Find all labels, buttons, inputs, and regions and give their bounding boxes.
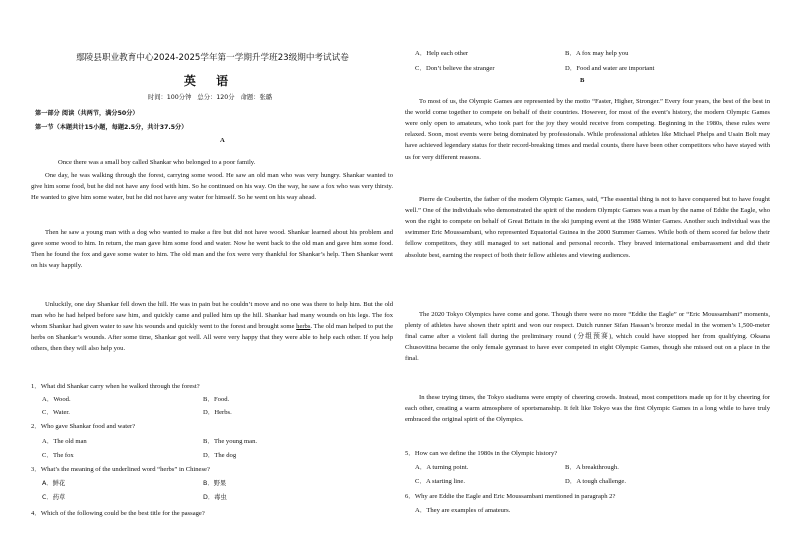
passage-b-paragraph: To most of us, the Olympic Games are represented by the motto “Faster, Higher, Stronger.” Every four years, the best of the best in the world come together to compete on behalf of their countries. However, for most of the event’s history, the modern Olympic Games were only open to amateurs, who took part for the joy they would receive from competing. Beginning in the 1980s, these rules were relaxed. Soon, most events were being dominated by professionals. While professional athletes like Michael Phelps and Usain Bolt may have achieved legendary status for their record-breaking times and medal counts, there have been other competitors who have stayed with us for very different reasons. (405, 97, 770, 161)
option-1d[interactable]: D．Herbs. (203, 409, 232, 416)
subject-title: 英 语 (183, 74, 237, 88)
question-2: 2．Who gave Shankar food and water? (31, 423, 136, 430)
question-3: 3．What’s the meaning of the underlined word “herbs” in Chinese? (31, 466, 210, 473)
passage-a-paragraph: Once there was a small boy called Shankar who belonged to a poor family. (58, 158, 256, 166)
section1-heading: 第一节（本题共计15小题，每题2.5分，共计37.5分） (35, 124, 188, 131)
option-4a[interactable]: A．Help each other (415, 50, 469, 57)
option-5a[interactable]: A．A turning point. (415, 464, 469, 471)
question-1: 1．What did Shankar carry when he walked through the forest? (31, 383, 200, 390)
exam-meta: 时间：100分钟 总分：120分 命题：张璐 (147, 94, 273, 101)
passage-b-mark: B (580, 77, 585, 84)
option-2b[interactable]: B．The young man. (203, 438, 258, 445)
option-1b[interactable]: B．Food. (203, 396, 230, 403)
option-4c[interactable]: C．Don’t believe the stranger (415, 65, 495, 72)
question-5: 5．How can we define the 1980s in the Olympic history? (405, 450, 558, 457)
option-3d[interactable]: D．毒虫 (203, 494, 227, 501)
part1-heading: 第一部分 阅读（共两节，满分50分） (35, 110, 139, 117)
option-4b[interactable]: B．A fox may help you (565, 50, 629, 57)
option-1c[interactable]: C．Water. (42, 409, 70, 416)
option-2d[interactable]: D．The dog (203, 452, 237, 459)
option-5c[interactable]: C．A starting line. (415, 478, 466, 485)
passage-b-paragraph: In these trying times, the Tokyo stadiums were empty of cheering crowds. Instead, most competitors made up for it by cheering for each other, creating a warm atmosphere of sportsmanship. It felt like Tokyo was the first Olympic Games in a long while to have truly embraced the original spirit of the Olympics. (405, 393, 770, 423)
passage-b-paragraph: The 2020 Tokyo Olympics have come and gone. Though there were no more “Eddie the Eagle” or “Eric Moussambani” moments, plenty of athletes have shown their spirit and won our respect. Dutch runner Sifan Hassan’s bronze medal in the women’s 1,500-meter final came after a violent fall during the preliminary round (分组预赛), which could have stopped her from qualifying. Oksana Chusovitina became the only female gymnast to have ever competed in eight Olympic Games, though she missed out on a place in the final. (405, 310, 770, 363)
option-5b[interactable]: B．A breakthrough. (565, 464, 619, 471)
option-3c[interactable]: C．药草 (42, 494, 66, 501)
passage-a-paragraph: Unluckily, one day Shankar fell down the hill. He was in pain but he couldn’t move and no one was there to help him. But the old man who he had helped before saw him, and quickly came and pulled him up the hill. Shankar had many wounds on his legs. The fox whom Shankar had given water to saw his wounds and quickly went to the forest and brought some herbs. The old man helped to put the herbs on Shankar’s wounds. After some time, Shankar got well. All were very happy that they were able to help each other. If you help others, then they will also help you. (31, 300, 393, 353)
option-5d[interactable]: D．A tough challenge. (565, 478, 626, 485)
option-2a[interactable]: A．The old man (42, 438, 87, 445)
option-3b[interactable]: B．野果 (203, 480, 227, 487)
underlined-word-herbs: herbs (296, 323, 311, 330)
option-2c[interactable]: C．The fox (42, 452, 74, 459)
passage-a-paragraph: Then he saw a young man with a dog who wanted to make a fire but did not have wood. Shankar learned about his problem and gave some wood to him. In return, the man gave him some food and water. Now he went back to the old man and gave him some food. Then he found the fox and gave some water to him. The old man and the fox were very thankful for Shankar’s help. Then Shankar went on his way happily. (31, 228, 393, 270)
passage-a-mark: A (220, 137, 225, 144)
passage-a-paragraph: One day, he was walking through the forest, carrying some wood. He saw an old man who was very hungry. Shankar wanted to give him some food, but he did not have any food with him. So he continued on his way. On the way, he saw a fox who was very thirsty. He wanted to give him some water, but he did not have any water for himself. So he went on his way ahead. (31, 171, 393, 201)
option-3a[interactable]: A．鲜花 (42, 480, 66, 487)
question-6: 6．Why are Eddie the Eagle and Eric Moussambani mentioned in paragraph 2? (405, 493, 616, 500)
question-4: 4．Which of the following could be the best title for the passage? (31, 510, 205, 517)
option-1a[interactable]: A．Wood. (42, 396, 71, 403)
option-6a[interactable]: A．They are examples of amateurs. (415, 507, 511, 514)
exam-title: 鄢陵县职业教育中心2024-2025学年第一学期升学班23级期中考试试卷 (76, 53, 349, 63)
passage-b-paragraph: Pierre de Coubertin, the father of the modern Olympic Games, said, “The essential thing is not to have conquered but to have fought well.” One of the individuals who demonstrated the spirit of the modern Olympic Games was a man by the name of Eddie the Eagle, who won the right to compete on behalf of Great Britain in the ski jumping event at the 1988 Winter Games. Another such individual was the swimmer Eric Moussambani, who represented Equatorial Guinea in the 2000 Summer Games. While both of them scored far below their fellow competitors, they still managed to set national and personal records. They braved international embarrassment and did their absolute best, earning the respect of both their fellow athletes and viewing audiences. (405, 195, 770, 259)
option-4d[interactable]: D．Food and water are important (565, 65, 655, 72)
